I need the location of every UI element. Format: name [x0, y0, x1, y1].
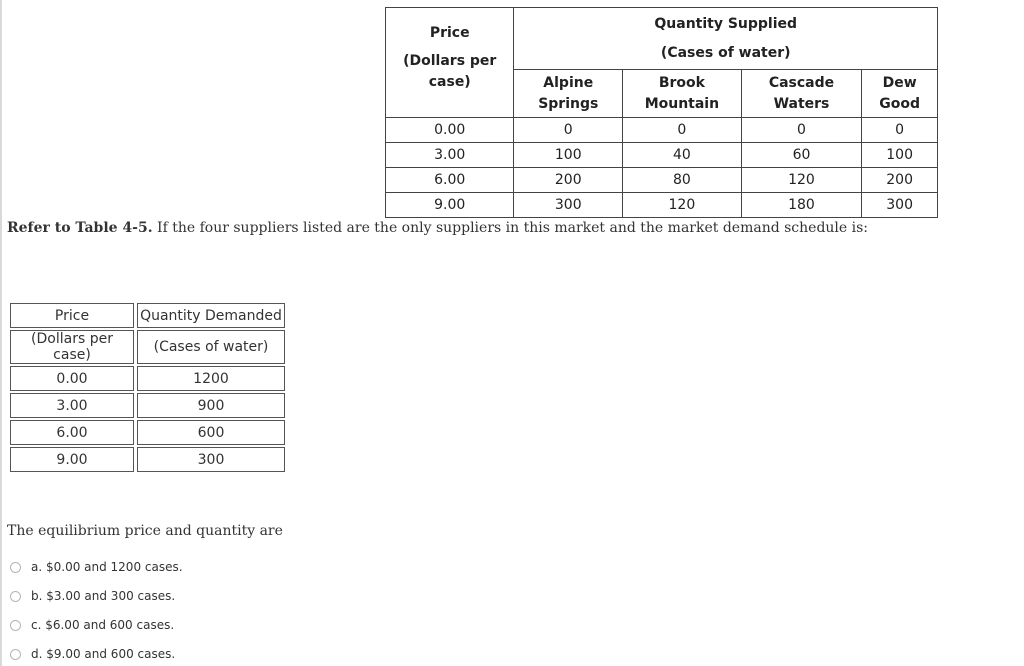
demand-header-price: Price	[10, 303, 134, 328]
supply-table	[385, 7, 938, 218]
table-cell: 600	[137, 420, 285, 445]
table-cell: 9.00	[10, 447, 134, 472]
option-a-label: a. $0.00 and 1200 cases.	[31, 560, 183, 574]
table-row	[10, 393, 285, 418]
quantity-supplied-header	[514, 8, 938, 70]
price-header-label: Price	[429, 25, 470, 41]
table-cell: 100	[514, 143, 623, 168]
table-row	[10, 366, 285, 391]
table-cell: 3.00	[10, 393, 134, 418]
table-cell: 9.00	[386, 193, 514, 218]
table-cell: 3.00	[386, 143, 514, 168]
table-cell: 300	[514, 193, 623, 218]
left-border	[0, 0, 2, 666]
table-row	[386, 118, 938, 143]
table-cell: 300	[862, 193, 938, 218]
table-cell: 900	[137, 393, 285, 418]
radio-button-c[interactable]	[10, 620, 21, 631]
table-cell: 200	[514, 168, 623, 193]
radio-button-a[interactable]	[10, 562, 21, 573]
table-row	[386, 168, 938, 193]
supplier-header-dew: Dew Good	[862, 70, 938, 118]
option-d-label: d. $9.00 and 600 cases.	[31, 647, 176, 661]
table-reference: Refer to Table 4-5.	[7, 220, 153, 236]
option-b-label: b. $3.00 and 300 cases.	[31, 589, 176, 603]
table-cell: 120	[623, 193, 742, 218]
demand-header-quantity: Quantity Demanded	[137, 303, 285, 328]
table-cell: 6.00	[10, 420, 134, 445]
table-cell: 200	[862, 168, 938, 193]
table-cell: 60	[741, 143, 862, 168]
table-row	[10, 303, 285, 328]
quantity-supplied-label: Quantity Supplied	[654, 15, 798, 32]
table-cell: 0.00	[10, 366, 134, 391]
supplier-header-alpine: Alpine Springs	[514, 70, 623, 118]
table-row	[386, 193, 938, 218]
radio-button-b[interactable]	[10, 591, 21, 602]
price-header-unit: (Dollars per case)	[403, 53, 497, 90]
table-cell: 0.00	[386, 118, 514, 143]
supplier-header-brook: Brook Mountain	[623, 70, 742, 118]
table-cell: 6.00	[386, 168, 514, 193]
table-cell: 0	[623, 118, 742, 143]
table-cell: 1200	[137, 366, 285, 391]
demand-header-price-unit: (Dollars per case)	[10, 330, 134, 364]
radio-button-d[interactable]	[10, 649, 21, 660]
demand-table	[7, 301, 288, 474]
option-c[interactable]	[10, 616, 174, 634]
option-b[interactable]	[10, 587, 175, 605]
question-body: If the four suppliers listed are the only suppliers in this market and the market demand schedule is:	[152, 220, 869, 236]
supplier-header-cascade: Cascade Waters	[741, 70, 862, 118]
table-row	[10, 420, 285, 445]
table-cell: 0	[514, 118, 623, 143]
prompt-text: The equilibrium price and quantity are	[7, 523, 283, 539]
table-row	[10, 447, 285, 472]
table-cell: 80	[623, 168, 742, 193]
table-cell: 0	[862, 118, 938, 143]
question-text	[7, 220, 868, 236]
table-cell: 180	[741, 193, 862, 218]
price-header	[386, 8, 514, 118]
table-row	[386, 143, 938, 168]
table-cell: 0	[741, 118, 862, 143]
option-d[interactable]	[10, 645, 175, 663]
table-cell: 300	[137, 447, 285, 472]
quantity-supplied-unit: (Cases of water)	[660, 44, 791, 61]
table-row	[10, 330, 285, 364]
demand-header-quantity-unit: (Cases of water)	[137, 330, 285, 364]
table-cell: 120	[741, 168, 862, 193]
table-cell: 100	[862, 143, 938, 168]
option-a[interactable]	[10, 558, 183, 576]
option-c-label: c. $6.00 and 600 cases.	[31, 618, 175, 632]
table-cell: 40	[623, 143, 742, 168]
